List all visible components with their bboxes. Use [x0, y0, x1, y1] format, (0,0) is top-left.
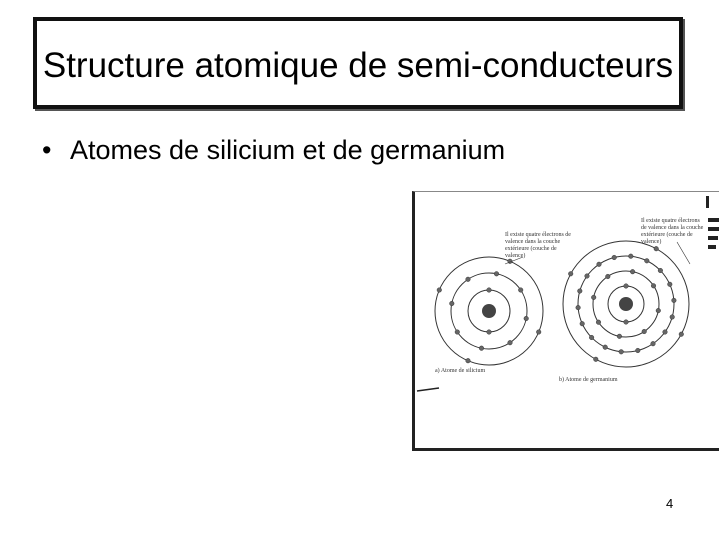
electron — [578, 289, 583, 294]
germanium-nucleus — [619, 297, 633, 311]
electron — [645, 259, 650, 264]
electron — [576, 305, 581, 310]
electron — [589, 335, 594, 340]
page-number: 4 — [666, 496, 674, 511]
electron — [658, 268, 663, 273]
electron — [654, 246, 659, 251]
bullet-icon: • — [42, 135, 52, 165]
electron — [455, 330, 460, 335]
germanium-atom — [563, 241, 689, 367]
germanium-annotation: Il existe quatre électrons de valence dans la couche extérieure (couche de valence) — [641, 218, 704, 245]
electron — [624, 320, 629, 325]
electron — [603, 345, 608, 350]
electron — [629, 254, 634, 259]
electron — [606, 274, 611, 279]
electron — [651, 341, 656, 346]
electron — [596, 320, 601, 325]
bullet-item — [42, 133, 505, 167]
silicon-nucleus — [482, 304, 496, 318]
electron — [479, 346, 484, 351]
electron — [642, 329, 647, 334]
electron — [466, 277, 471, 282]
electron — [450, 301, 455, 306]
electron — [580, 321, 585, 326]
silicon-annotation: Il existe quatre électrons de valence dans la couche extérieure (couche de valence) — [505, 232, 571, 259]
atom-figure — [412, 191, 719, 451]
electron — [508, 340, 513, 345]
electron — [663, 330, 668, 335]
electron — [630, 269, 635, 274]
electron — [617, 334, 622, 339]
electron — [668, 282, 673, 287]
electron — [591, 295, 596, 300]
electron — [619, 350, 624, 355]
silicon-caption: a) Atome de silicium — [435, 368, 486, 374]
electron — [518, 288, 523, 293]
electron — [524, 316, 529, 321]
electron — [466, 358, 471, 363]
electron — [679, 332, 684, 337]
silicon-atom — [435, 257, 543, 365]
electron — [672, 298, 677, 303]
electron — [487, 330, 492, 335]
electron — [487, 288, 492, 293]
electron — [636, 348, 641, 353]
germanium-caption: b) Atome de germanium — [559, 377, 618, 383]
electron — [568, 272, 573, 277]
bullet-text: Atomes de silicium et de germanium — [70, 135, 506, 165]
electron — [624, 284, 629, 289]
title-box — [33, 17, 683, 109]
electron — [651, 284, 656, 289]
electron — [585, 274, 590, 279]
electron — [536, 330, 541, 335]
page-title: Structure atomique de semi-conducteurs — [42, 45, 674, 85]
electron — [597, 262, 602, 267]
electron — [594, 357, 599, 362]
electron — [437, 288, 442, 293]
electron — [494, 272, 499, 277]
electron — [612, 255, 617, 260]
electron — [670, 315, 675, 320]
electron — [656, 308, 661, 313]
